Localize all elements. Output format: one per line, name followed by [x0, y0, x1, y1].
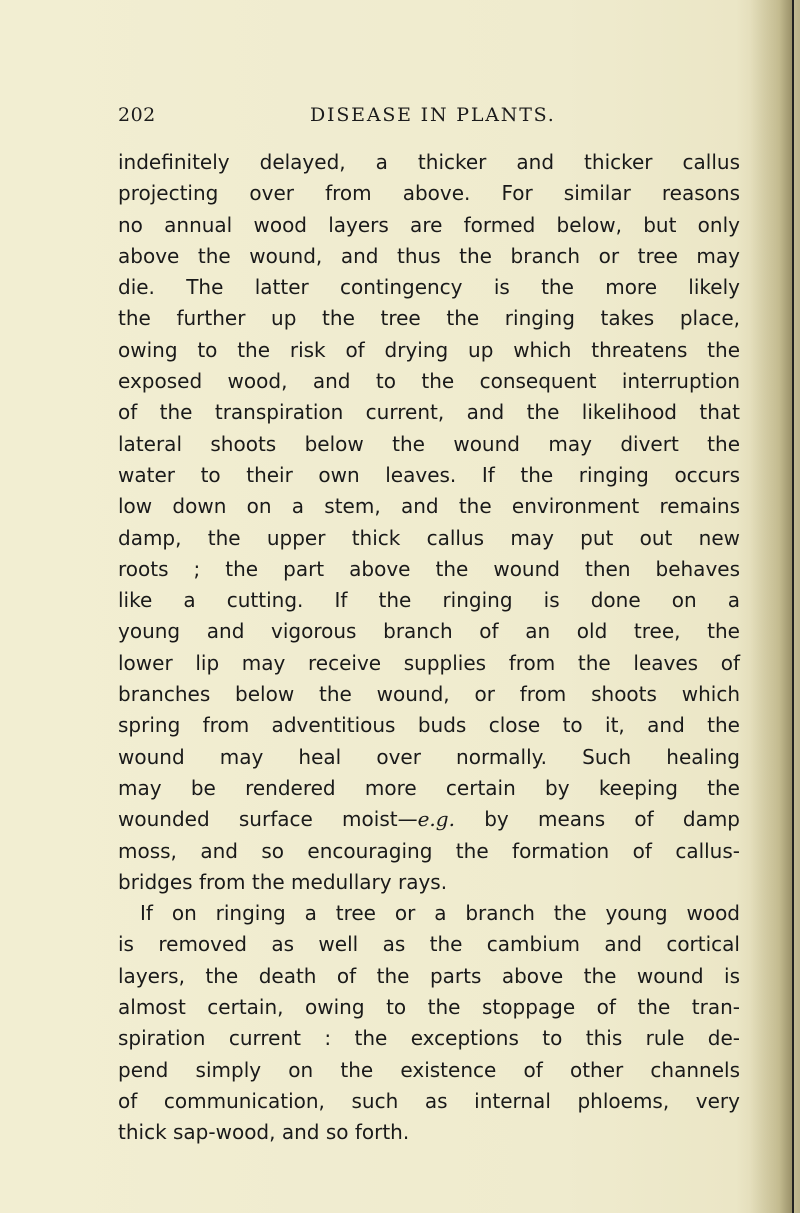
- text-line: spiration current : the exceptions to this rule de-: [118, 1026, 740, 1051]
- text-line: die. The latter contingency is the more likely: [118, 275, 740, 300]
- italic-abbreviation: e.g.: [417, 807, 455, 832]
- text-line: owing to the risk of drying up which threatens the: [118, 337, 740, 362]
- text-fragment: wounded surface moist—: [118, 807, 418, 832]
- running-title: DISEASE IN PLANTS.: [310, 104, 556, 126]
- text-line: bridges from the medullary rays.: [118, 869, 448, 894]
- text-line: like a cutting. If the ringing is done on a: [118, 588, 740, 613]
- text-line: of the transpiration current, and the likelihood that: [118, 400, 740, 425]
- page-number: 202: [118, 104, 156, 126]
- text-line: almost certain, owing to the stoppage of the tran-: [118, 995, 740, 1020]
- page-edge: [792, 0, 794, 1213]
- text-line: may be rendered more certain by keeping the: [118, 775, 740, 800]
- text-line: lower lip may receive supplies from the leaves of: [118, 650, 740, 675]
- text-line: young and vigorous branch of an old tree, the: [118, 619, 740, 644]
- text-fragment: by means of damp: [454, 807, 741, 832]
- text-line: wound may heal over normally. Such healing: [118, 744, 740, 769]
- text-line: above the wound, and thus the branch or tree may: [118, 243, 740, 268]
- text-line: spring from adventitious buds close to it, and the: [118, 713, 740, 738]
- text-line: roots ; the part above the wound then behaves: [118, 556, 740, 581]
- text-line: lateral shoots below the wound may divert the: [118, 431, 740, 456]
- text-line: indefinitely delayed, a thicker and thicker callus: [118, 150, 740, 174]
- text-line: no annual wood layers are formed below, but only: [118, 212, 740, 237]
- text-line: the further up the tree the ringing takes place,: [118, 306, 740, 331]
- text-line: exposed wood, and to the consequent interruption: [118, 369, 740, 394]
- text-line: pend simply on the existence of other channels: [118, 1057, 740, 1082]
- text-line: projecting over from above. For similar reasons: [118, 181, 740, 206]
- text-line: layers, the death of the parts above the wound is: [118, 963, 740, 988]
- binding-shadow: [750, 0, 792, 1213]
- text-line: moss, and so encouraging the formation of callus-: [118, 838, 740, 863]
- body-text: [118, 147, 740, 1149]
- text-line: of communication, such as internal phloems, very: [118, 1088, 740, 1113]
- paragraph-first-line: If on ringing a tree or a branch the young wood: [140, 901, 740, 926]
- text-line: low down on a stem, and the environment remains: [118, 494, 740, 519]
- page-header: [118, 104, 738, 134]
- text-line: thick sap-wood, and so forth.: [118, 1120, 410, 1145]
- text-line: damp, the upper thick callus may put out new: [118, 525, 740, 550]
- text-line: water to their own leaves. If the ringing occurs: [118, 462, 740, 487]
- text-line: branches below the wound, or from shoots which: [118, 682, 740, 707]
- text-line: is removed as well as the cambium and cortical: [118, 932, 740, 957]
- text-line-with-italic: [118, 804, 740, 835]
